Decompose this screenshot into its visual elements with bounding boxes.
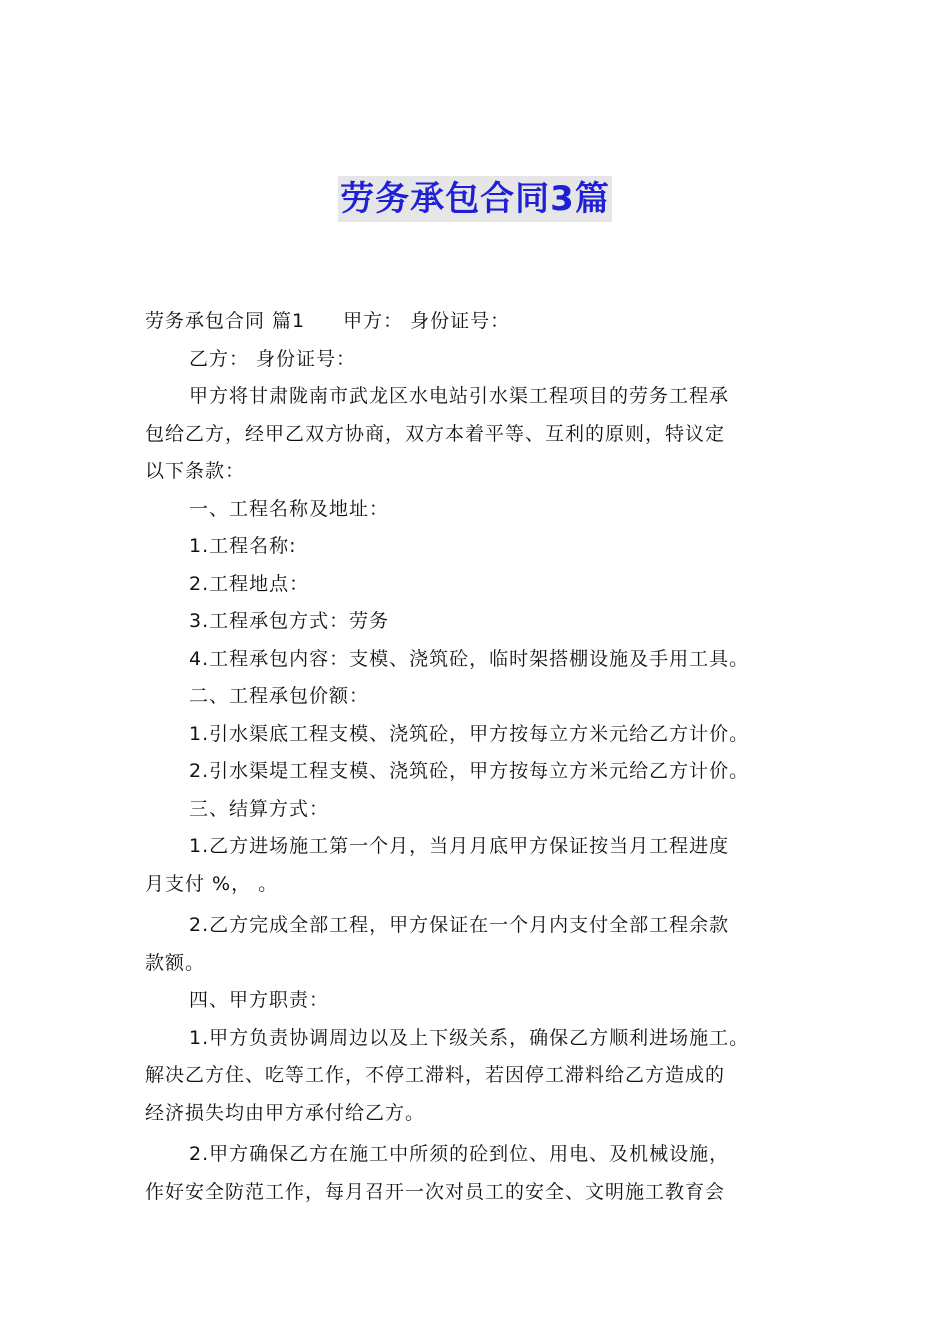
paragraph-line: 作好安全防范工作，每月召开一次对员工的安全、文明施工教育会: [145, 1180, 726, 1203]
title-container: [0, 176, 950, 222]
paragraph-line: 包给乙方，经甲乙双方协商，双方本着平等、互利的原则，特议定: [145, 422, 726, 445]
list-item: 2.引水渠堤工程支模、浇筑砼，甲方按每立方米元给乙方计价。: [189, 760, 750, 782]
heading-line: [145, 303, 810, 341]
list-item: 2.甲方确保乙方在施工中所须的砼到位、用电、及机械设施，: [189, 1143, 730, 1165]
section-heading: 四、甲方职责：: [189, 989, 330, 1011]
list-item: 1.引水渠底工程支模、浇筑砼，甲方按每立方米元给乙方计价。: [189, 722, 750, 745]
contract-section-label: 劳务承包合同 篇1: [145, 310, 306, 332]
list-item: 3.工程承包方式：劳务: [189, 610, 390, 632]
list-item: 1.乙方进场施工第一个月，当月月底甲方保证按当月工程进度: [189, 835, 730, 857]
party-a-label: 甲方： 身份证号：: [343, 310, 511, 332]
paragraph-line: 经济损失均由甲方承付给乙方。: [145, 1101, 426, 1124]
list-item: 1.工程名称:: [189, 535, 297, 557]
paragraph-line: 款额。: [145, 951, 206, 974]
section-heading: 一、工程名称及地址：: [189, 497, 390, 520]
paragraph-line: 解决乙方住、吃等工作，不停工滞料，若因停工滞料给乙方造成的: [145, 1064, 726, 1086]
paragraph-line: 以下条款：: [145, 460, 246, 482]
list-item: 1.甲方负责协调周边以及上下级关系，确保乙方顺利进场施工。: [189, 1026, 750, 1049]
document-body: [145, 303, 810, 1211]
section-heading: 三、结算方式：: [189, 797, 330, 820]
list-item: 2.工程地点：: [189, 572, 310, 595]
paragraph-line: 月支付 %， 。: [145, 872, 279, 895]
document-title: 劳务承包合同3篇: [338, 176, 612, 222]
party-b-line: 乙方： 身份证号：: [189, 347, 357, 370]
section-heading: 二、工程承包价额：: [189, 685, 370, 707]
list-item: 4.工程承包内容：支模、浇筑砼，临时架搭棚设施及手用工具。: [189, 647, 750, 670]
paragraph-line: 甲方将甘肃陇南市武龙区水电站引水渠工程项目的劳务工程承: [189, 385, 730, 407]
list-item: 2.乙方完成全部工程，甲方保证在一个月内支付全部工程余款: [189, 914, 730, 936]
